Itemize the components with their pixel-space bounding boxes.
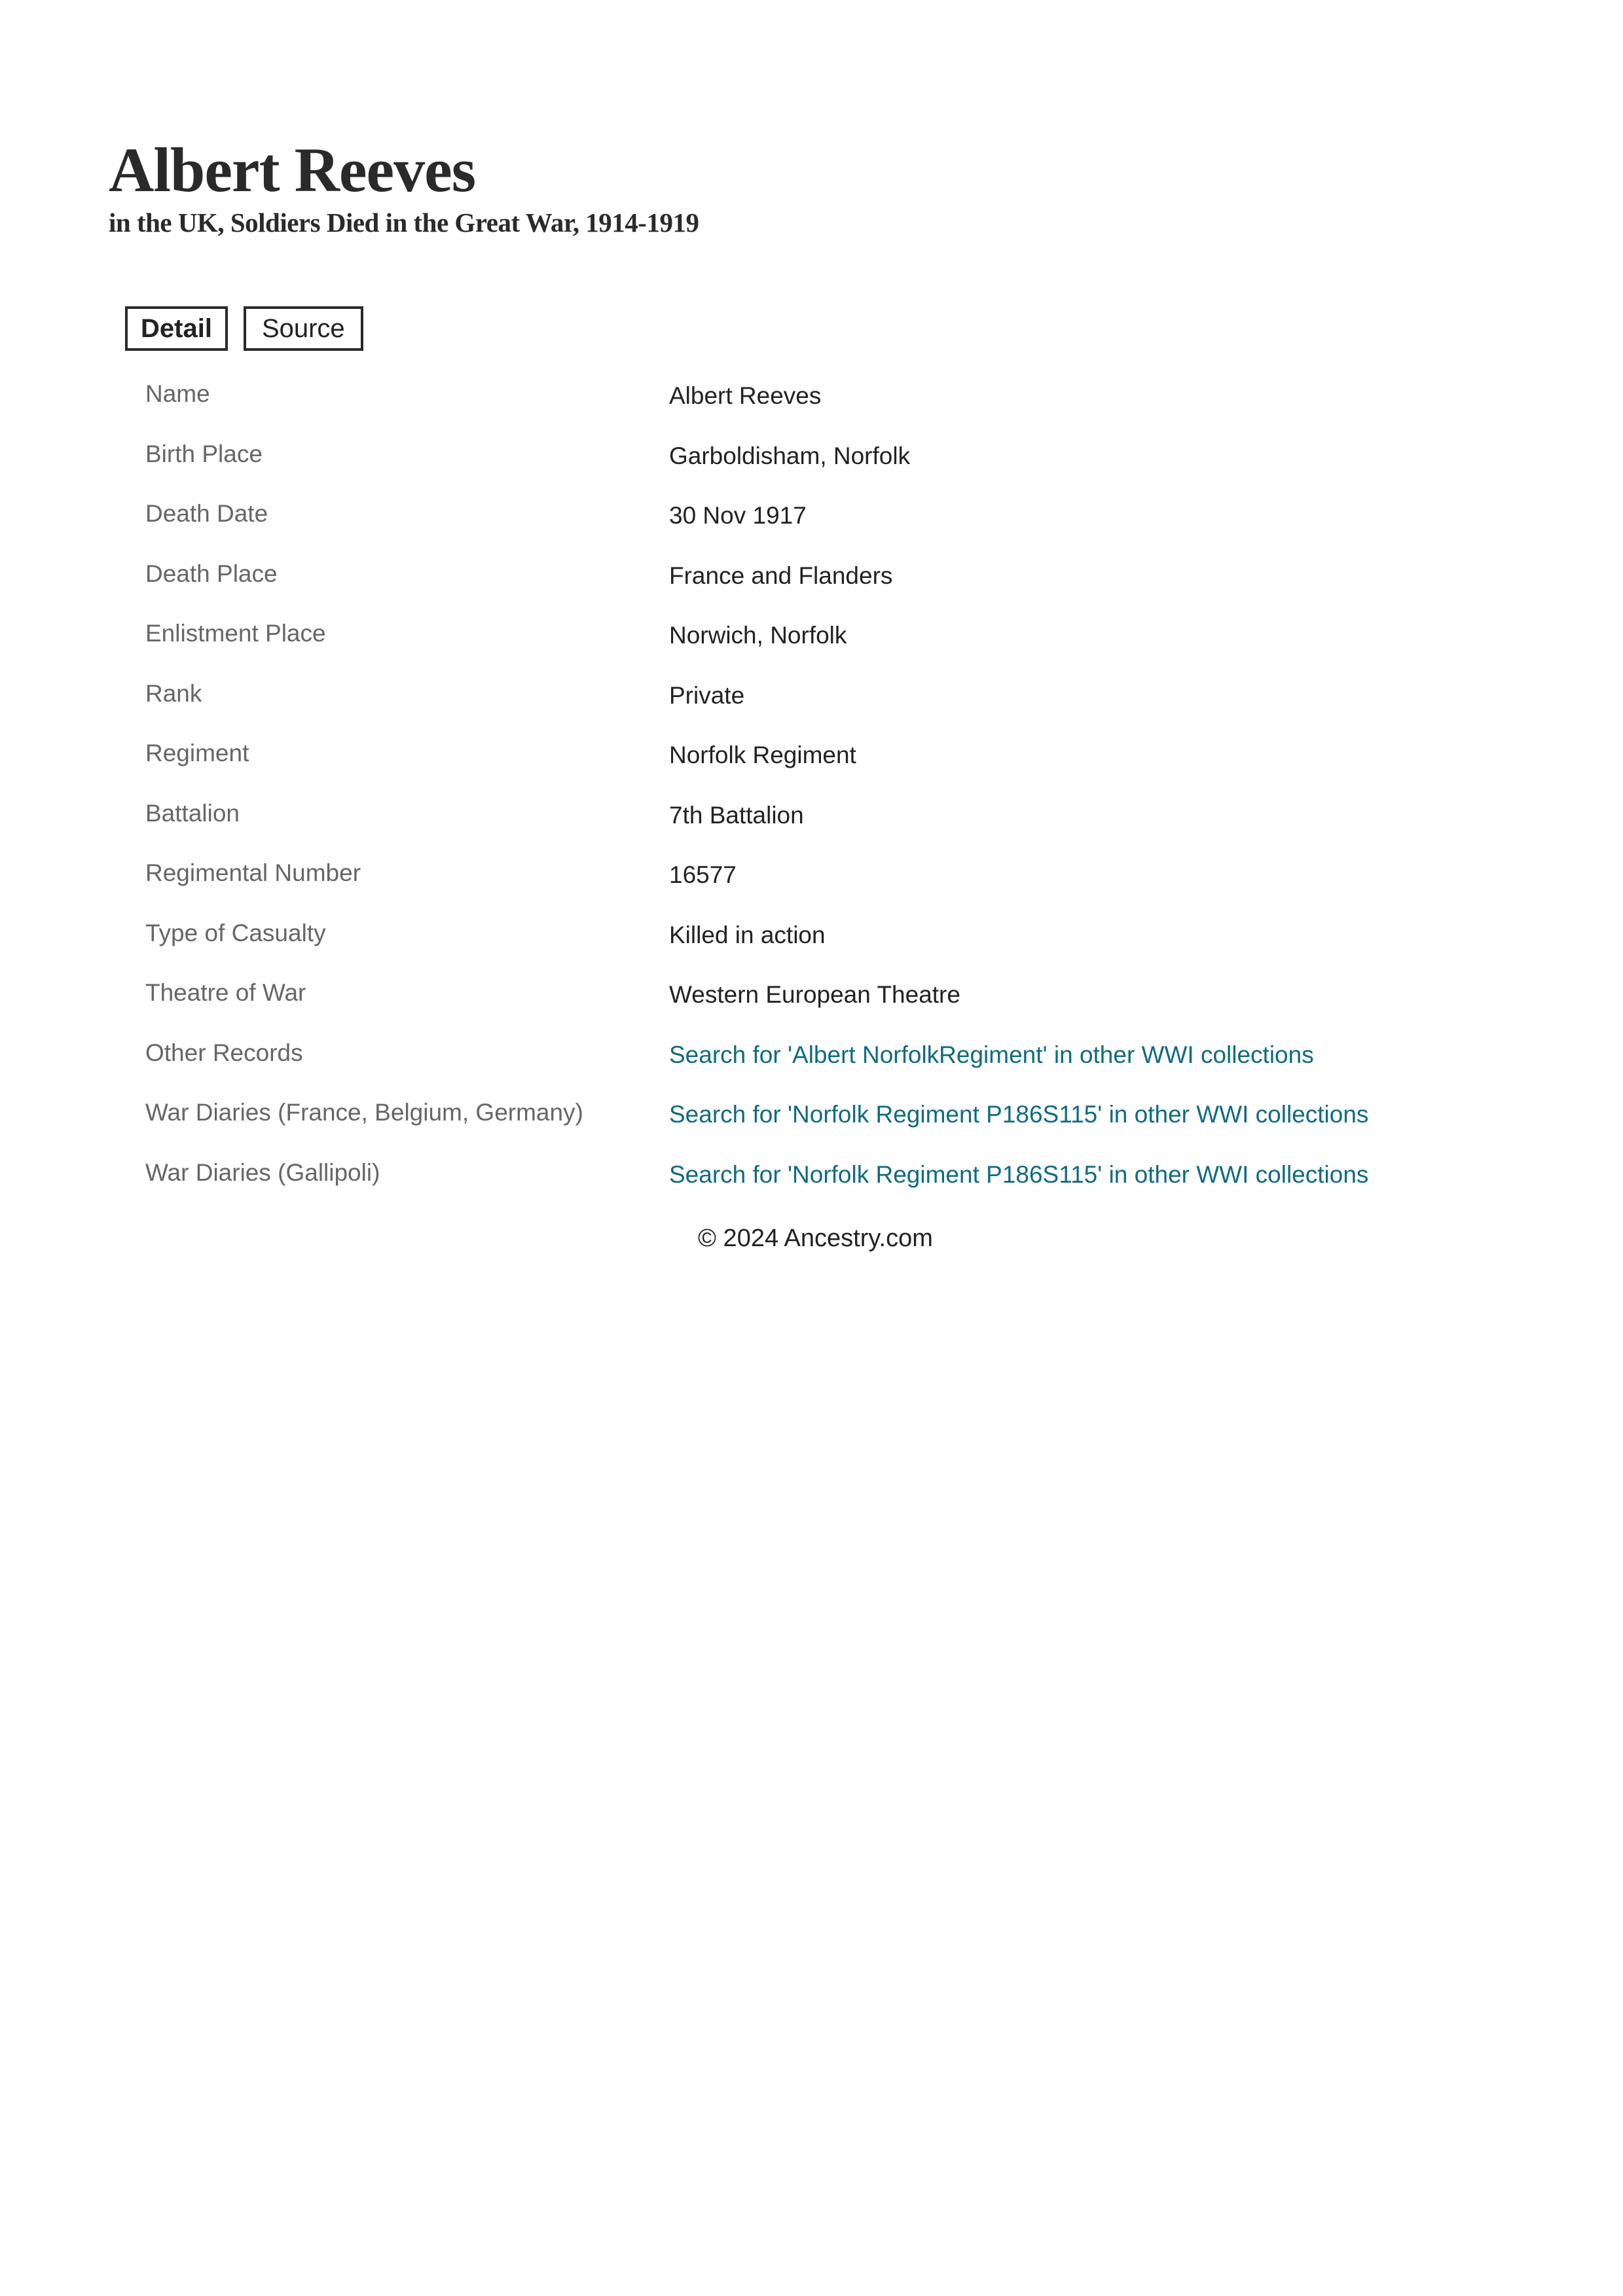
- record-label: Enlistment Place: [145, 620, 326, 647]
- record-value: Western European Theatre: [669, 981, 960, 1008]
- tab-source[interactable]: Source: [244, 306, 363, 351]
- record-value: Private: [669, 681, 745, 709]
- record-value: 7th Battalion: [669, 801, 804, 829]
- war-diaries-gallipoli-search-link[interactable]: Search for 'Norfolk Regiment P186S115' in other WWI collections: [669, 1160, 1369, 1188]
- copyright-footer: © 2024 Ancestry.com: [698, 1225, 933, 1252]
- record-label: Name: [145, 380, 210, 407]
- record-row-war-diaries-gallipoli: [145, 1158, 1520, 1219]
- war-diaries-france-search-link[interactable]: Search for 'Norfolk Regiment P186S115' in other WWI collections: [669, 1101, 1369, 1128]
- tab-bar: [125, 306, 363, 351]
- record-label: War Diaries (France, Belgium, Germany): [145, 1099, 583, 1126]
- record-row-name: [145, 380, 1520, 440]
- record-row-war-diaries-france: [145, 1098, 1520, 1158]
- tab-detail[interactable]: Detail: [125, 306, 228, 351]
- record-row-regimental-number: [145, 859, 1520, 919]
- record-label: Rank: [145, 679, 202, 707]
- record-value: Albert Reeves: [669, 382, 822, 409]
- record-row-death-date: [145, 499, 1520, 560]
- record-label: Birth Place: [145, 440, 263, 467]
- record-row-theatre-of-war: [145, 978, 1520, 1039]
- record-label: Regimental Number: [145, 859, 361, 886]
- collection-subtitle: in the UK, Soldiers Died in the Great War, 1914-1919: [109, 207, 699, 238]
- record-row-regiment: [145, 739, 1520, 799]
- record-label: War Diaries (Gallipoli): [145, 1158, 380, 1186]
- record-label: Death Place: [145, 560, 278, 587]
- record-row-birth-place: [145, 440, 1520, 500]
- record-row-rank: [145, 679, 1520, 740]
- record-details-table: [145, 380, 1520, 1218]
- record-value: France and Flanders: [669, 562, 893, 589]
- record-row-battalion: [145, 799, 1520, 859]
- record-label: Battalion: [145, 799, 240, 827]
- record-row-type-of-casualty: [145, 919, 1520, 979]
- record-value: 16577: [669, 861, 737, 888]
- record-label: Type of Casualty: [145, 919, 326, 946]
- record-row-enlistment-place: [145, 619, 1520, 679]
- record-row-death-place: [145, 560, 1520, 620]
- record-label: Regiment: [145, 740, 249, 766]
- record-value: Norfolk Regiment: [669, 742, 856, 768]
- record-row-other-records: [145, 1039, 1520, 1099]
- record-value: 30 Nov 1917: [669, 502, 807, 529]
- record-value: Killed in action: [669, 921, 826, 948]
- record-label: Theatre of War: [145, 979, 306, 1006]
- record-label: Other Records: [145, 1039, 303, 1066]
- other-records-search-link[interactable]: Search for 'Albert NorfolkRegiment' in other WWI collections: [669, 1041, 1314, 1068]
- record-value: Garboldisham, Norfolk: [669, 442, 911, 469]
- record-label: Death Date: [145, 500, 268, 527]
- page-title: Albert Reeves: [109, 135, 476, 205]
- record-header: [109, 134, 699, 239]
- record-value: Norwich, Norfolk: [669, 622, 847, 649]
